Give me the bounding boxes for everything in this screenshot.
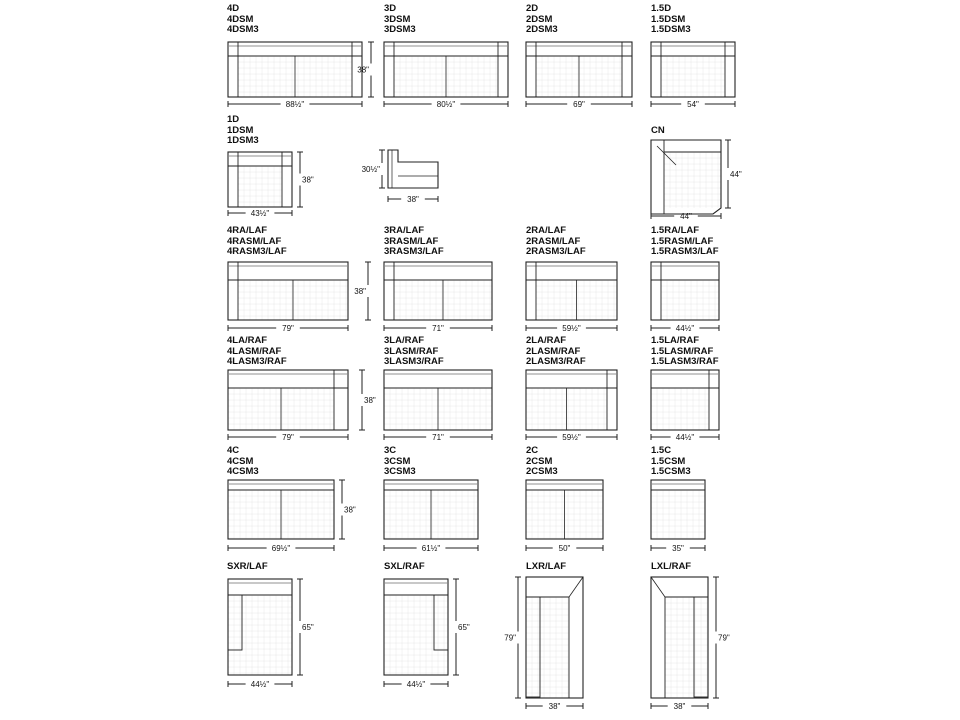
dim-sxr-width: 44½" <box>250 680 270 689</box>
dim-3d-width: 80½" <box>436 100 456 109</box>
label-1-5d: 1.5D 1.5DSM 1.5DSM3 <box>651 3 691 35</box>
label-cn: CN <box>651 125 665 136</box>
dim-sxl-width: 44½" <box>406 680 426 689</box>
sofa-2ra <box>526 262 617 333</box>
label-4la: 4LA/RAF 4LASM/RAF 4LASM3/RAF <box>227 335 287 367</box>
dim-2la-width: 59½" <box>562 433 581 442</box>
sofa-2la <box>526 370 617 442</box>
dim-4d-height: 38" <box>357 65 369 75</box>
dim-side-width: 38" <box>407 195 419 204</box>
dim-cn-width: 44" <box>680 212 692 221</box>
dim-4ra-width: 79" <box>282 324 294 333</box>
dim-1-5ra-width: 44½" <box>675 324 695 333</box>
side-profile <box>362 150 438 204</box>
sofa-2c <box>526 480 603 553</box>
sofa-4c <box>228 480 356 553</box>
label-2ra: 2RA/LAF 2RASM/LAF 2RASM3/LAF <box>526 225 586 257</box>
dim-4la-width: 79" <box>282 433 294 442</box>
dim-1-5la-width: 44½" <box>675 433 695 442</box>
sofa-2d <box>526 42 632 109</box>
label-2la: 2LA/RAF 2LASM/RAF 2LASM3/RAF <box>526 335 586 367</box>
dim-1-5c-width: 35" <box>672 544 684 553</box>
corner-cn <box>651 140 742 221</box>
sofa-3c <box>384 480 478 553</box>
chaise-sxl <box>384 579 470 689</box>
sofa-1d <box>228 152 314 218</box>
dim-1-5d-width: 54" <box>687 100 699 109</box>
dim-4d-width: 88½" <box>285 100 305 109</box>
dim-cn-height: 44" <box>730 170 742 179</box>
dim-3la-width: 71" <box>432 433 444 442</box>
dim-sxl-height: 65" <box>458 623 470 632</box>
label-3ra: 3RA/LAF 3RASM/LAF 3RASM3/LAF <box>384 225 444 257</box>
dim-4c-width: 69½" <box>271 544 291 553</box>
chaise-sxr <box>228 579 314 689</box>
sofa-1-5d <box>651 42 735 109</box>
dim-2ra-width: 59½" <box>562 324 581 333</box>
dim-3ra-width: 71" <box>432 324 444 333</box>
dim-sxr-height: 65" <box>302 623 314 632</box>
label-sxr: SXR/LAF <box>227 561 268 572</box>
label-2c: 2C 2CSM 2CSM3 <box>526 445 558 477</box>
label-4d: 4D 4DSM 4DSM3 <box>227 3 259 35</box>
label-1-5c: 1.5C 1.5CSM 1.5CSM3 <box>651 445 691 477</box>
dim-1d-width: 43½" <box>250 209 270 218</box>
sofa-4d <box>228 42 374 109</box>
chaise-lxr <box>504 577 583 711</box>
sofa-3la <box>384 370 492 442</box>
dim-4c-height: 38" <box>344 505 356 515</box>
label-4c: 4C 4CSM 4CSM3 <box>227 445 259 477</box>
label-lxl: LXL/RAF <box>651 561 692 572</box>
label-1d: 1D 1DSM 1DSM3 <box>227 114 259 146</box>
dim-lxl-height: 79" <box>718 633 730 643</box>
sofa-1-5ra <box>651 262 719 333</box>
dim-4ra-height: 38" <box>354 287 366 296</box>
dim-side-height: 30½" <box>361 165 380 174</box>
sofa-1-5c <box>651 480 705 553</box>
label-1-5la: 1.5LA/RAF 1.5LASM/RAF 1.5LASM3/RAF <box>651 335 719 367</box>
label-lxr: LXR/LAF <box>526 561 567 572</box>
dim-2c-width: 50" <box>558 544 571 553</box>
dim-3c-width: 61½" <box>421 544 441 553</box>
dim-4la-height: 38" <box>364 396 376 405</box>
label-1-5ra: 1.5RA/LAF 1.5RASM/LAF 1.5RASM3/LAF <box>651 225 719 257</box>
label-3la: 3LA/RAF 3LASM/RAF 3LASM3/RAF <box>384 335 444 367</box>
label-4ra: 4RA/LAF 4RASM/LAF 4RASM3/LAF <box>227 225 287 257</box>
label-3c: 3C 3CSM 3CSM3 <box>384 445 416 477</box>
sofa-3ra <box>384 262 492 333</box>
label-2d: 2D 2DSM 2DSM3 <box>526 3 558 35</box>
dim-lxl-width: 38" <box>673 702 686 711</box>
dim-1d-height: 38" <box>302 175 314 185</box>
label-sxl: SXL/RAF <box>384 561 425 572</box>
label-3d: 3D 3DSM 3DSM3 <box>384 3 416 35</box>
dim-lxr-height: 79" <box>504 633 516 643</box>
sofa-1-5la <box>651 370 719 442</box>
dim-2d-width: 69" <box>573 100 585 109</box>
sofa-4la <box>228 370 376 442</box>
dim-lxr-width: 38" <box>548 702 561 711</box>
sofa-4ra <box>228 262 371 333</box>
chaise-lxl <box>651 577 730 711</box>
sofa-3d <box>384 42 508 109</box>
